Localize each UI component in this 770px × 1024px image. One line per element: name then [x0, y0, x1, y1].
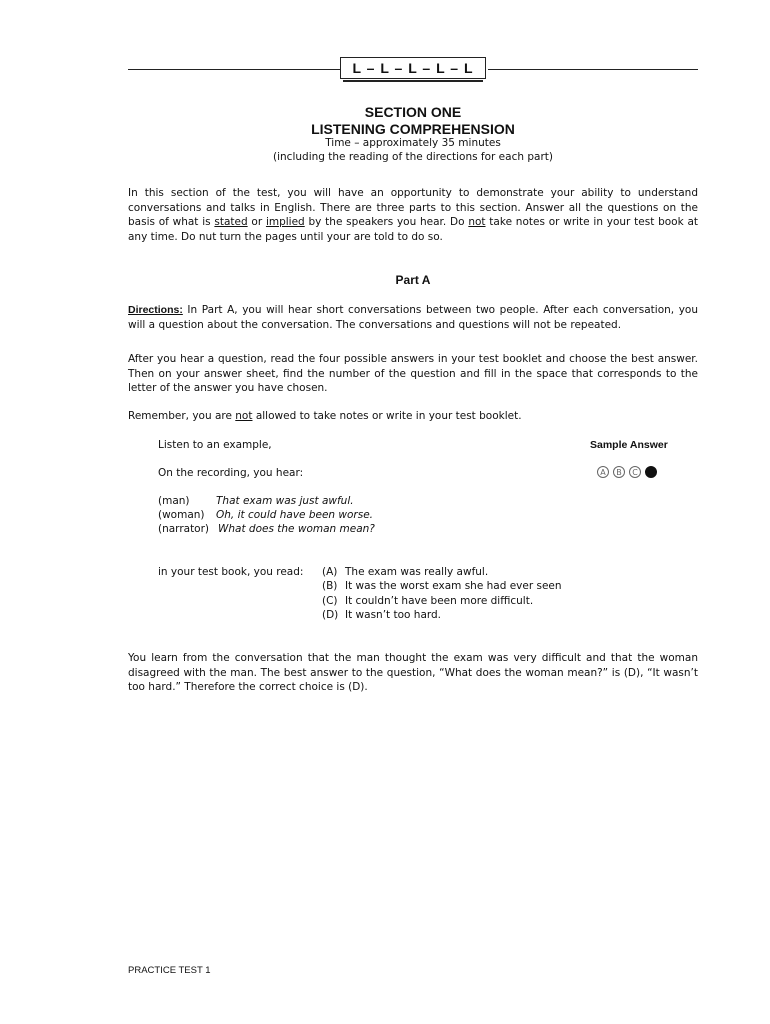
instructions-paragraph: After you hear a question, read the four possible answers in your test booklet and choose the best answer. Then on your answer sheet, find the number of the question and fill in the space that corresponds to the letter of the answer you have chosen. — [128, 353, 698, 395]
time-note-detail: (including the reading of the directions for each part) — [273, 151, 553, 163]
dialogue-line-1: That exam was just awful. — [216, 495, 354, 507]
recording-label: On the recording, you hear: — [158, 467, 304, 479]
header-rule-right — [488, 69, 698, 70]
dialogue-speaker-2: (woman) — [158, 509, 205, 521]
intro-text-1: In this section of the test, you will have an opportunity to demonstrate your ability to understand conversations and talks in English. There are three parts to this section. Answer all the questions on the basis of what is — [128, 187, 698, 229]
intro-stated: stated — [214, 216, 248, 229]
dialogue-speaker-3: (narrator) — [158, 523, 210, 535]
time-note: Time – approximately 35 minutes — [325, 137, 501, 149]
option-text-a: The exam was really awful. — [345, 566, 489, 578]
example-intro: Listen to an example, — [158, 439, 272, 451]
section-header-label: L – L – L – L – L — [352, 60, 474, 76]
section-subtitle: LISTENING COMPREHENSION — [311, 121, 515, 137]
dialogue-speaker-1: (man) — [158, 495, 190, 507]
answer-bubble-a: A — [597, 466, 609, 478]
intro-or: or — [247, 216, 266, 229]
remember-paragraph — [128, 409, 698, 424]
section-title: SECTION ONE — [364, 104, 462, 120]
intro-text-2: by the speakers you hear. Do — [304, 216, 469, 229]
directions-paragraph — [128, 303, 698, 332]
dialogue-line-3: What does the woman mean? — [218, 523, 375, 535]
option-text-c: It couldn’t have been more difficult. — [345, 595, 534, 607]
directions-label: Directions: — [128, 304, 183, 316]
option-letter-c: (C) — [322, 595, 338, 607]
option-letter-a: (A) — [322, 566, 338, 578]
remember-text-1: Remember, you are — [128, 410, 236, 422]
intro-paragraph — [128, 186, 698, 244]
intro-implied: implied — [265, 216, 305, 229]
sample-answer-label: Sample Answer — [590, 439, 668, 451]
option-letter-b: (B) — [322, 580, 338, 592]
dialogue-line-2: Oh, it could have been worse. — [216, 509, 374, 521]
section-header-box — [340, 57, 486, 79]
explanation-paragraph: You learn from the conversation that the man thought the exam was very difficult and that the woman disagreed with the man. The best answer to the question, “What does the woman mean?” is (D), “It wasn’t too hard.” Therefore the correct choice is (D). — [128, 652, 698, 694]
answer-bubble-d-filled: D — [645, 466, 657, 478]
part-a-heading: Part A — [395, 273, 431, 287]
option-letter-d: (D) — [322, 609, 339, 621]
answer-bubble-c: C — [629, 466, 641, 478]
intro-not: not — [468, 216, 486, 229]
option-text-b: It was the worst exam she had ever seen — [345, 580, 562, 592]
remember-not: not — [235, 410, 253, 422]
page-footer: PRACTICE TEST 1 — [128, 965, 211, 976]
remember-text-2: allowed to take notes or write in your test booklet. — [252, 410, 522, 422]
answer-bubble-b: B — [613, 466, 625, 478]
header-rule-left — [128, 69, 340, 70]
answer-bubbles — [597, 465, 661, 480]
test-book-label: in your test book, you read: — [158, 566, 304, 578]
directions-text: In Part A, you will hear short conversations between two people. After each conversation, you will a question about the conversation. The conversations and questions will not be repeated. — [128, 304, 698, 331]
option-text-d: It wasn’t too hard. — [345, 609, 442, 621]
intro-text-3: take notes or write in your test book at any time. Do nut turn the pages until your are told to do so. — [128, 216, 699, 243]
